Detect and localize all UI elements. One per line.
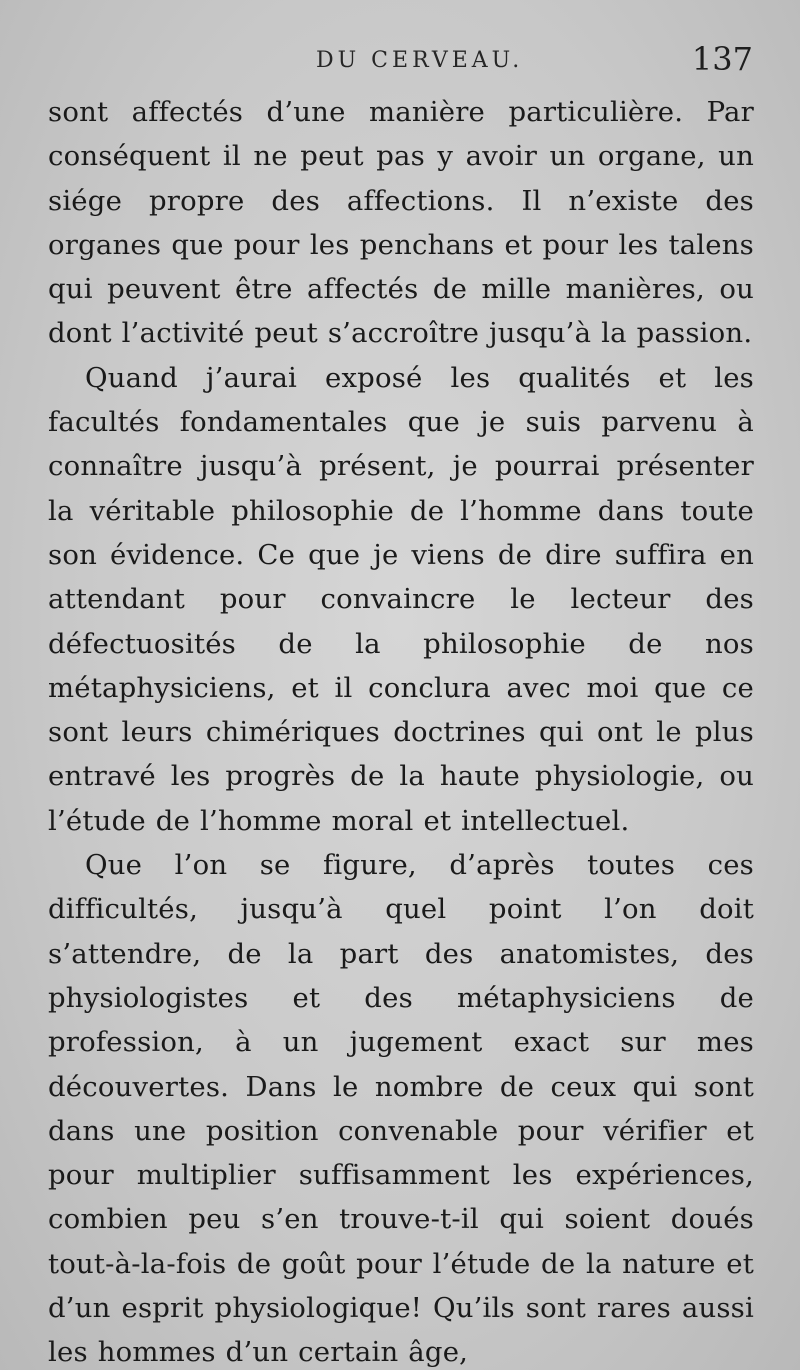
paragraph-continued: sont affectés d’une manière particulière. Par conséquent il ne peut pas y avoir un organe, un siége propre des affections. Il n’existe des organes que pour les penchans et pour les talens qui peuvent être affectés de mille manières, ou dont l’activité peut s’accroître jusqu’à la passion. — [48, 96, 754, 350]
paragraph: Que l’on se figure, d’après toutes ces difficultés, jusqu’à quel point l’on doit s’attendre, de la part des anatomistes, des physiologistes et des métaphysiciens de profession, à un jugement exact sur mes découvertes. Dans le nombre de ceux qui sont dans une position convenable pour vérifier et pour multiplier suffisamment les expériences, combien peu s’en trouve-t-il qui soient doués tout-à-la-fois de goût pour l’étude de la nature et d’un esprit physiologique! Qu’ils sont rares aussi les hommes d’un certain âge, — [48, 849, 754, 1369]
running-head: DU CERVEAU. — [316, 48, 524, 73]
paragraph: Quand j’aurai exposé les qualités et les facultés fondamentales que je suis parvenu à connaître jusqu’à présent, je pourrai présenter la véritable philosophie de l’homme dans toute son évidence. Ce que je viens de dire suffira en attendant pour convaincre le lecteur des défectuosités de la philosophie de nos métaphysiciens, et il conclura avec moi que ce sont leurs chimériques doctrines qui ont le plus entravé les progrès de la haute physiologie, ou l’étude de l’homme moral et intellectuel. — [48, 361, 754, 837]
page-header — [48, 40, 753, 84]
page-number: 137 — [691, 40, 753, 78]
body-text — [48, 90, 754, 1370]
